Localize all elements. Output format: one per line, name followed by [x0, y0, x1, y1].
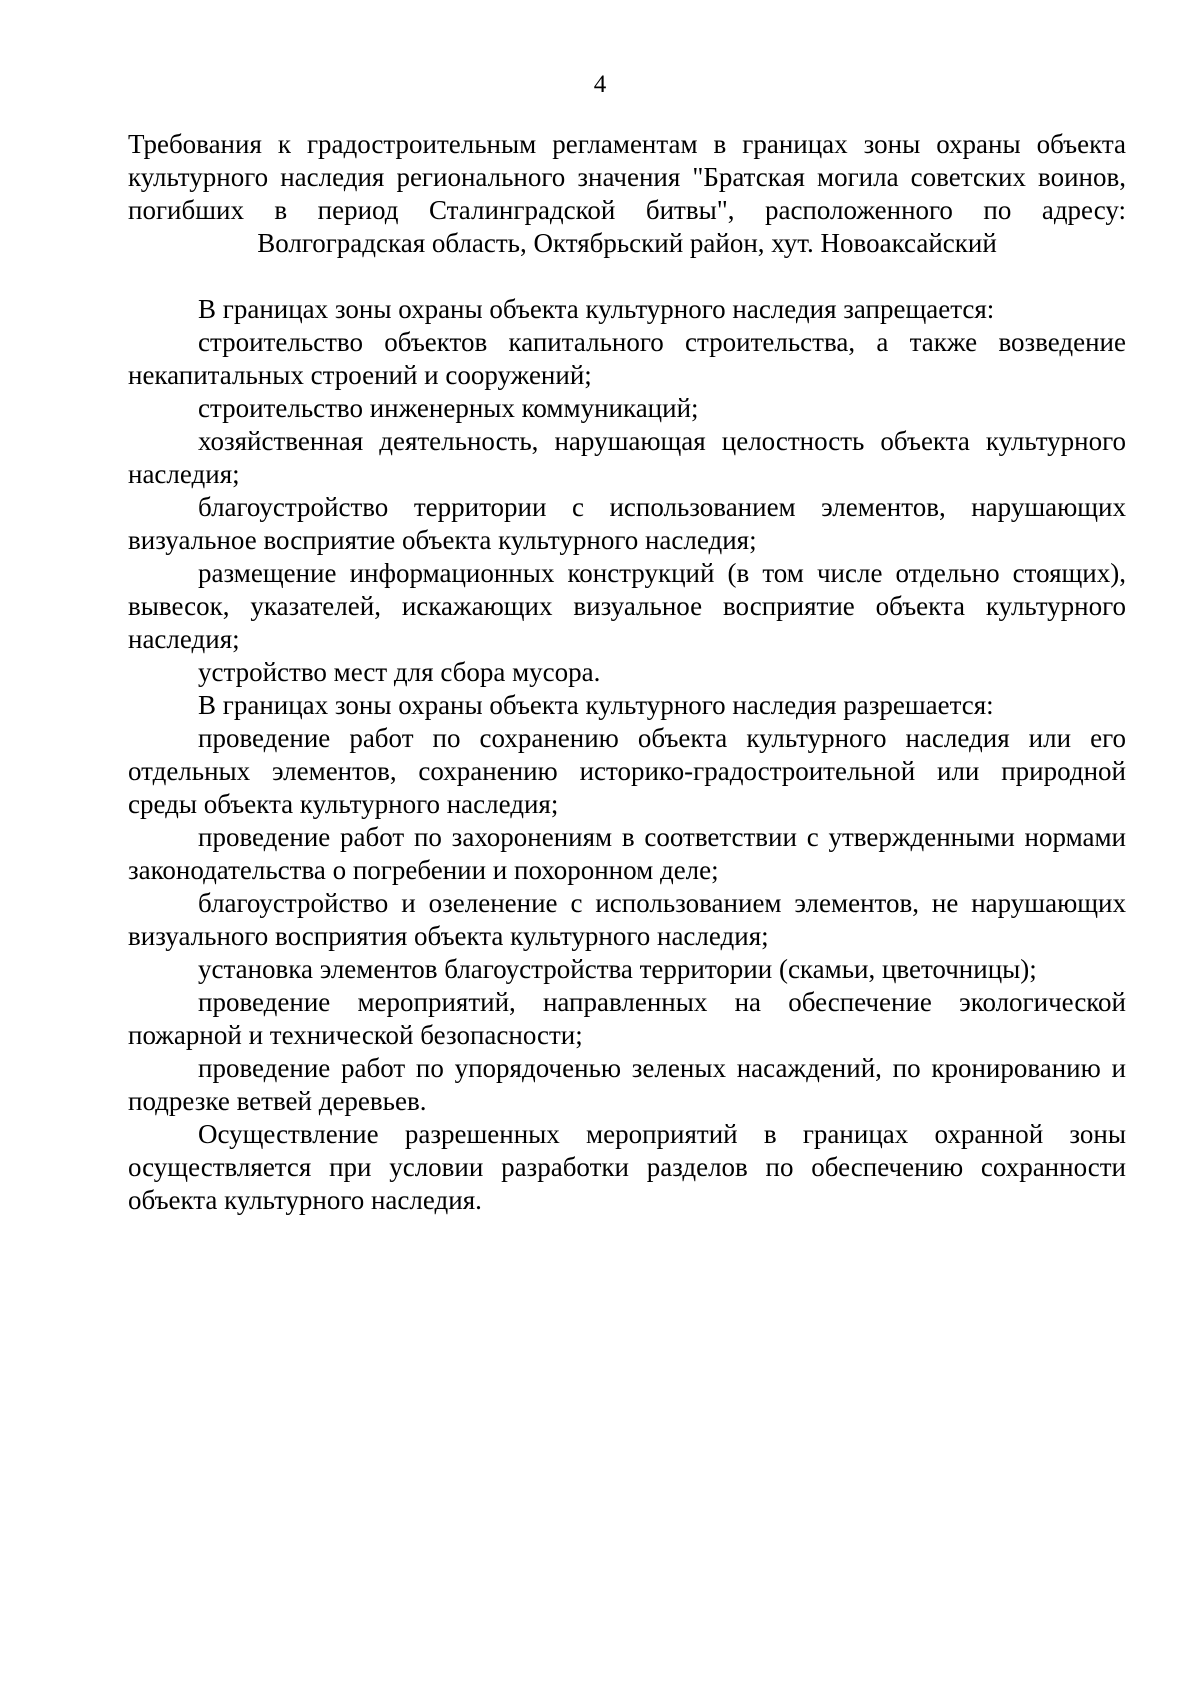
list-item: проведение работ по сохранению объекта культурного наследия или его отдельных элементов, сохранению историко-градостроительной или природной среды объекта культурного наследия;: [128, 723, 1126, 819]
heading-line: Волгоградская область, Октябрьский район, хут. Новоаксайский: [257, 228, 997, 258]
list-item: проведение работ по упорядоченью зеленых насаждений, по кронированию и подрезке ветвей деревьев.: [128, 1053, 1126, 1116]
closing-paragraph: Осуществление разрешенных мероприятий в границах охранной зоны осуществляется при условии разработки разделов по обеспечению сохранности объекта культурного наследия.: [128, 1119, 1126, 1215]
document-body: [128, 293, 1126, 1217]
list-item: хозяйственная деятельность, нарушающая целостность объекта культурного наследия;: [128, 426, 1126, 489]
list-item: проведение работ по захоронениям в соответствии с утвержденными нормами законодательства о погребении и похоронном деле;: [128, 822, 1126, 885]
heading-line: Требования к градостроительным регламентам в границах зоны охраны объекта: [128, 129, 1126, 159]
list-item: благоустройство территории с использованием элементов, нарушающих визуальное восприятие объекта культурного наследия;: [128, 492, 1126, 555]
list-item: размещение информационных конструкций (в том числе отдельно стоящих), вывесок, указателей, искажающих визуальное восприятие объекта культурного наследия;: [128, 558, 1126, 654]
list-item: проведение мероприятий, направленных на обеспечение экологической пожарной и технической безопасности;: [128, 987, 1126, 1050]
list-item: благоустройство и озеленение с использованием элементов, не нарушающих визуального восприятия объекта культурного наследия;: [128, 888, 1126, 951]
heading-line: погибших в период Сталинградской битвы", расположенного по адресу:: [128, 195, 1126, 225]
list-item: устройство мест для сбора мусора.: [198, 657, 601, 687]
intro-permitted: В границах зоны охраны объекта культурного наследия разрешается:: [198, 690, 994, 720]
intro-prohibited: В границах зоны охраны объекта культурного наследия запрещается:: [198, 294, 995, 324]
page-number: 4: [593, 71, 607, 98]
heading-line: культурного наследия регионального значения "Братская могила советских воинов,: [128, 162, 1126, 192]
list-item: строительство объектов капитального строительства, а также возведение некапитальных строений и сооружений;: [128, 327, 1126, 390]
document-heading: [128, 128, 1126, 260]
list-item: установка элементов благоустройства территории (скамьи, цветочницы);: [198, 954, 1037, 984]
list-item: строительство инженерных коммуникаций;: [198, 393, 699, 423]
